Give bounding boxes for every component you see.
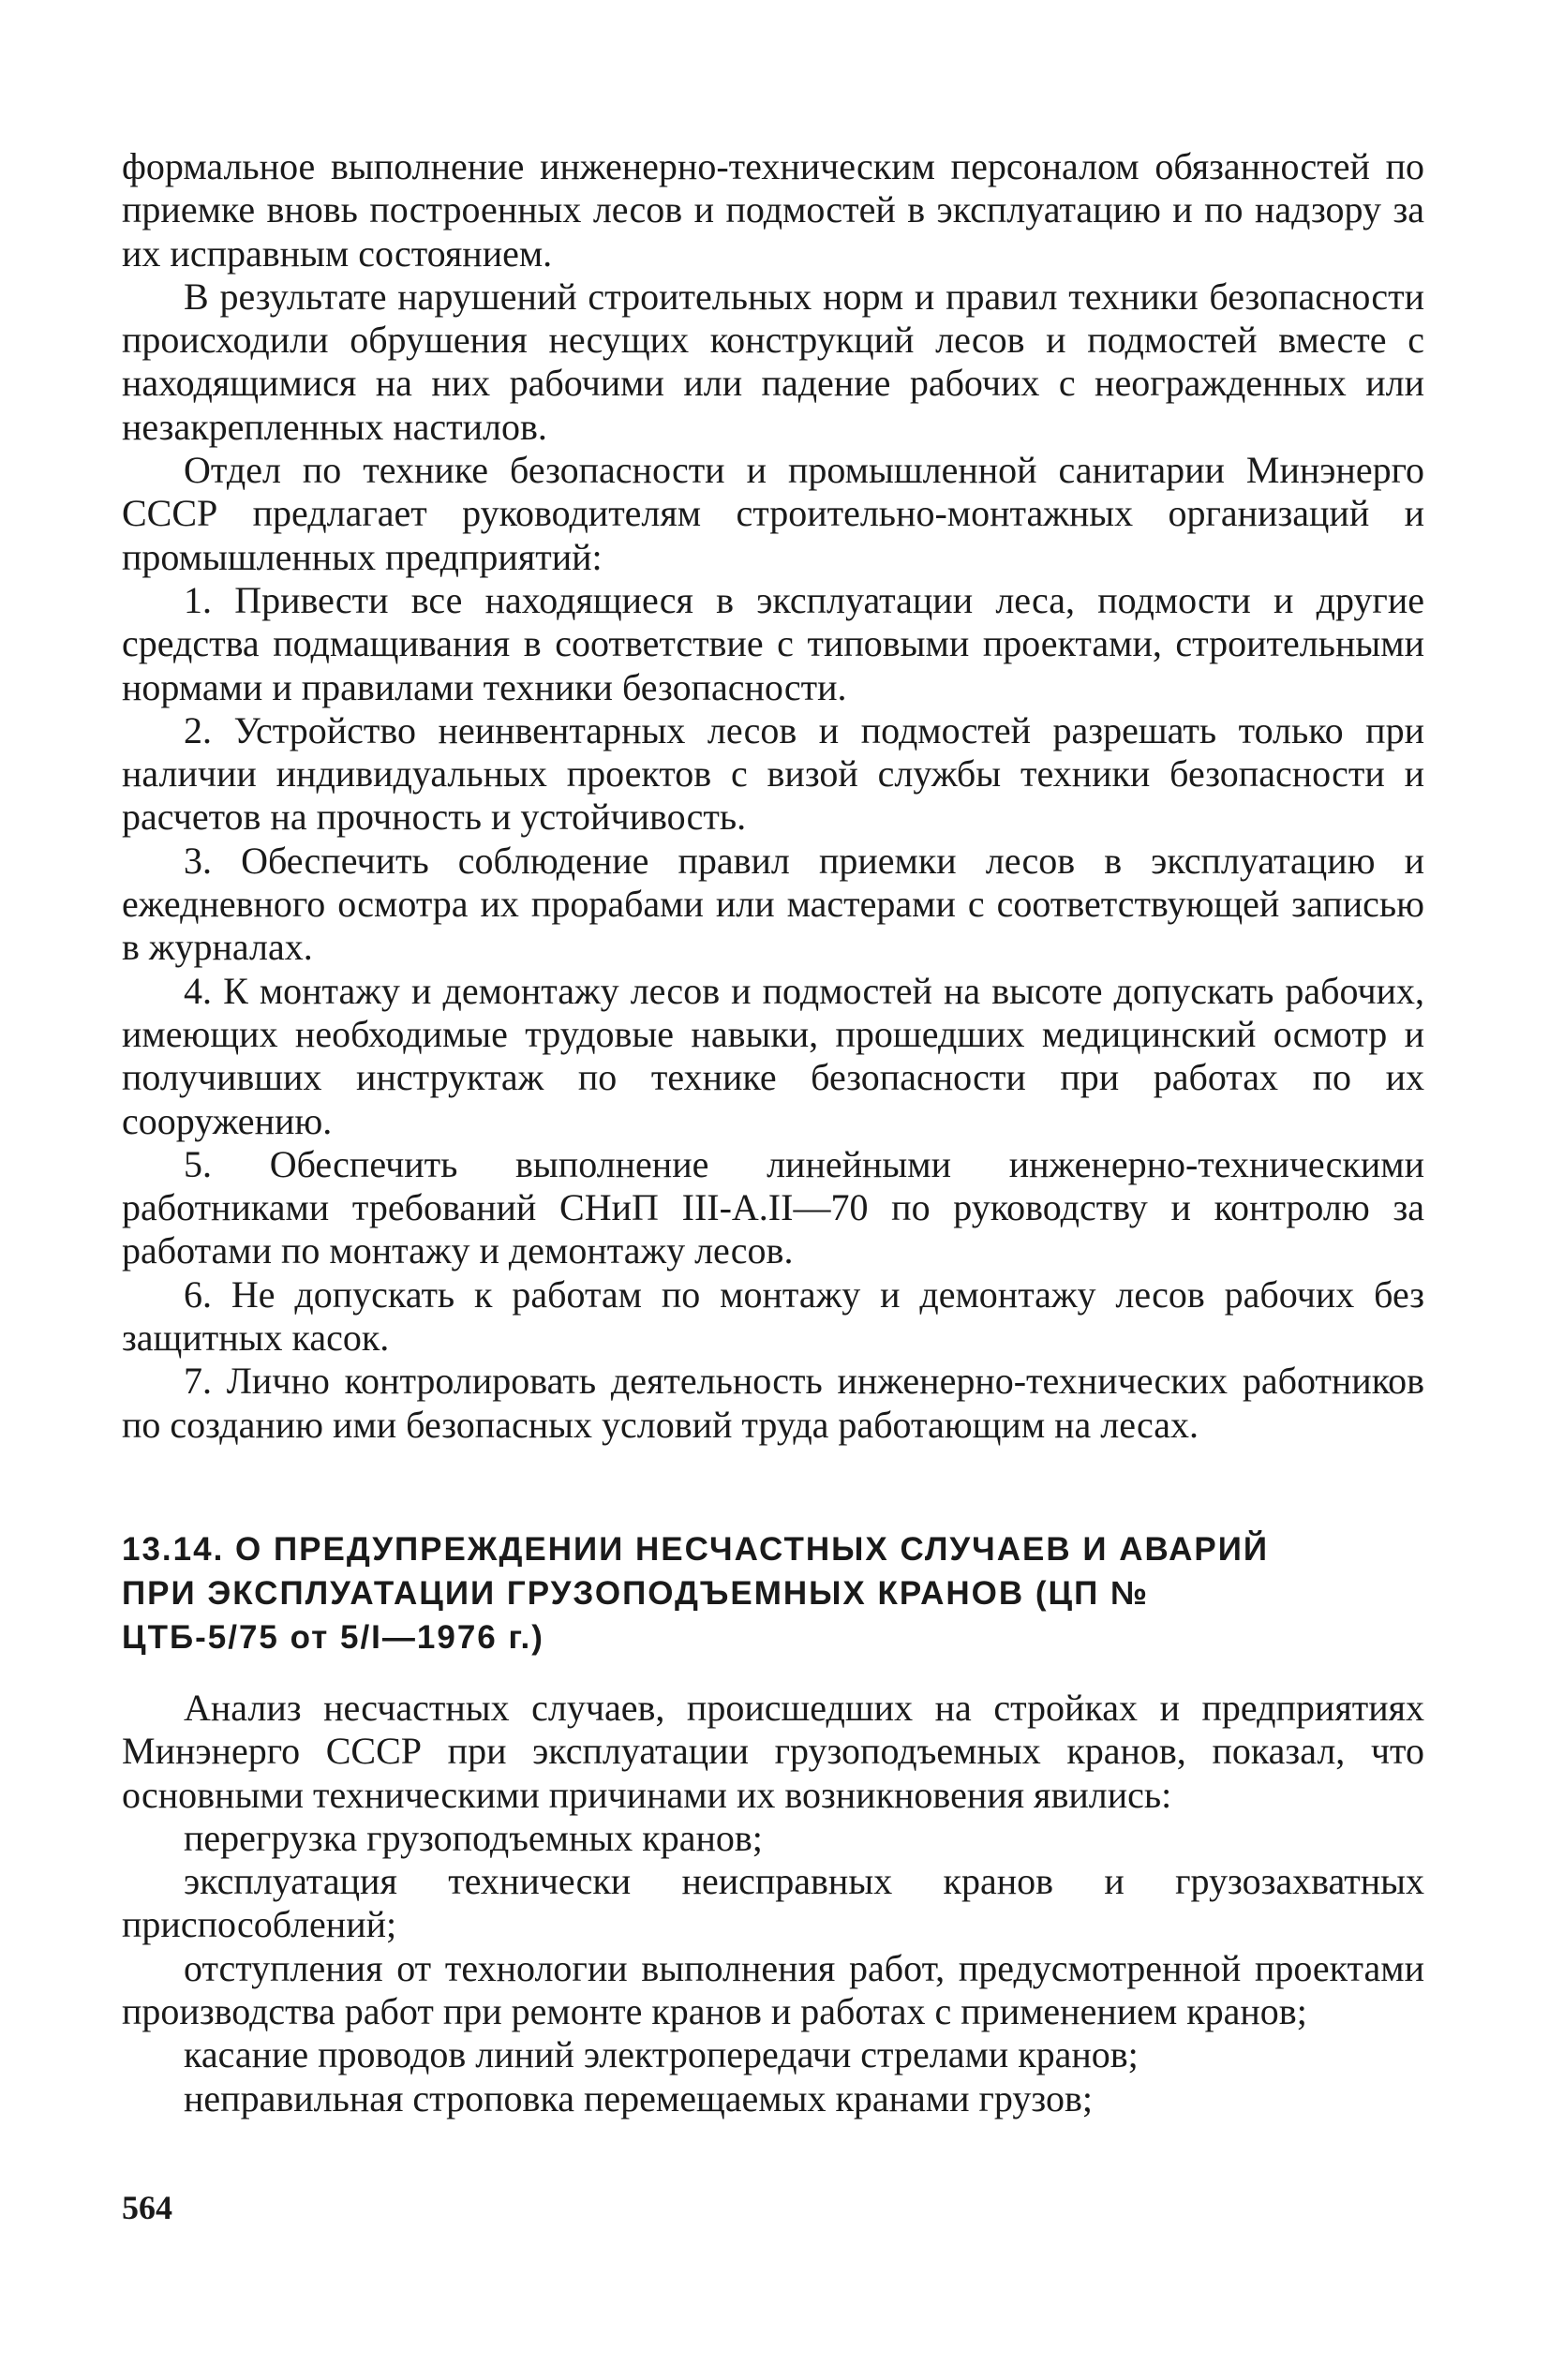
- paragraph: Отдел по технике безопасности и промышленной санитарии Минэнерго СССР предлагает руководителям строительно-монтажных организаций и промышленных предприятий:: [122, 449, 1424, 578]
- list-item-2: 2. Устройство неинвентарных лесов и подмостей разрешать только при наличии индивидуальных проектов с визой службы техники безопасности и расчетов на прочность и устойчивость.: [122, 708, 1424, 839]
- body-text-bottom: [122, 1687, 1424, 2120]
- list-item-1: 1. Привести все находящиеся в эксплуатации леса, подмости и другие средства подмащивания в соответствие с типовыми проектами, строительными нормами и правилами техники безопасности.: [122, 578, 1424, 708]
- list-item: неправильная строповка перемещаемых кранами грузов;: [184, 2076, 1093, 2120]
- list-item-5: 5. Обеспечить выполнение линейными инженерно-техническими работниками требований СНиП III-А.II—70 по руководству и контролю за работами по монтажу и демонтажу лесов.: [122, 1142, 1424, 1272]
- list-item: перегрузка грузоподъемных кранов;: [184, 1816, 763, 1859]
- list-item: эксплуатация технически неисправных кранов и грузозахватных приспособлений;: [122, 1860, 1424, 1946]
- list-item-3: 3. Обеспечить соблюдение правил приемки лесов в эксплуатацию и ежедневного осмотра их прорабами или мастерами с соответствующей записью в журналах.: [122, 839, 1424, 969]
- list-item-4: 4. К монтажу и демонтажу лесов и подмостей на высоте допускать рабочих, имеющих необходимые трудовые навыки, прошедших медицинский осмотр и получивших инструктаж по технике безопасности при работах по их сооружению.: [122, 969, 1424, 1142]
- paragraph: Анализ несчастных случаев, происшедших на стройках и предприятиях Минэнерго СССР при эксплуатации грузоподъемных кранов, показал, что основными техническими причинами их возникновения явились:: [122, 1687, 1424, 1816]
- list-item: касание проводов линий электропередачи стрелами кранов;: [184, 2033, 1139, 2076]
- paragraph: В результате нарушений строительных норм и правил техники безопасности происходили обрушения несущих конструкций лесов и подмостей вместе с находящимися на них рабочими или падение рабочих с неогражденных или незакрепленных настилов.: [122, 275, 1424, 448]
- list-item-7: 7. Лично контролировать деятельность инженерно-технических работников по созданию ими безопасных условий труда работающим на лесах.: [122, 1360, 1424, 1446]
- body-text-top: [122, 145, 1424, 1447]
- list-item: отступления от технологии выполнения работ, предусмотренной проектами производства работ при ремонте кранов и работах с применением кранов;: [122, 1946, 1424, 2033]
- page-number: 564: [122, 2189, 172, 2226]
- section-heading: 13.14. О ПРЕДУПРЕЖДЕНИИ НЕСЧАСТНЫХ СЛУЧАЕВ И АВАРИЙ ПРИ ЭКСПЛУАТАЦИИ ГРУЗОПОДЪЕМНЫХ КРАНОВ (ЦП № ЦТБ-5/75 от 5/I—1976 г.): [122, 1531, 1270, 1656]
- paragraph: формальное выполнение инженерно-техническим персоналом обязанностей по приемке вновь построенных лесов и подмостей в эксплуатацию и по надзору за их исправным состоянием.: [122, 145, 1424, 275]
- list-item-6: 6. Не допускать к работам по монтажу и демонтажу лесов рабочих без защитных касок.: [122, 1272, 1424, 1360]
